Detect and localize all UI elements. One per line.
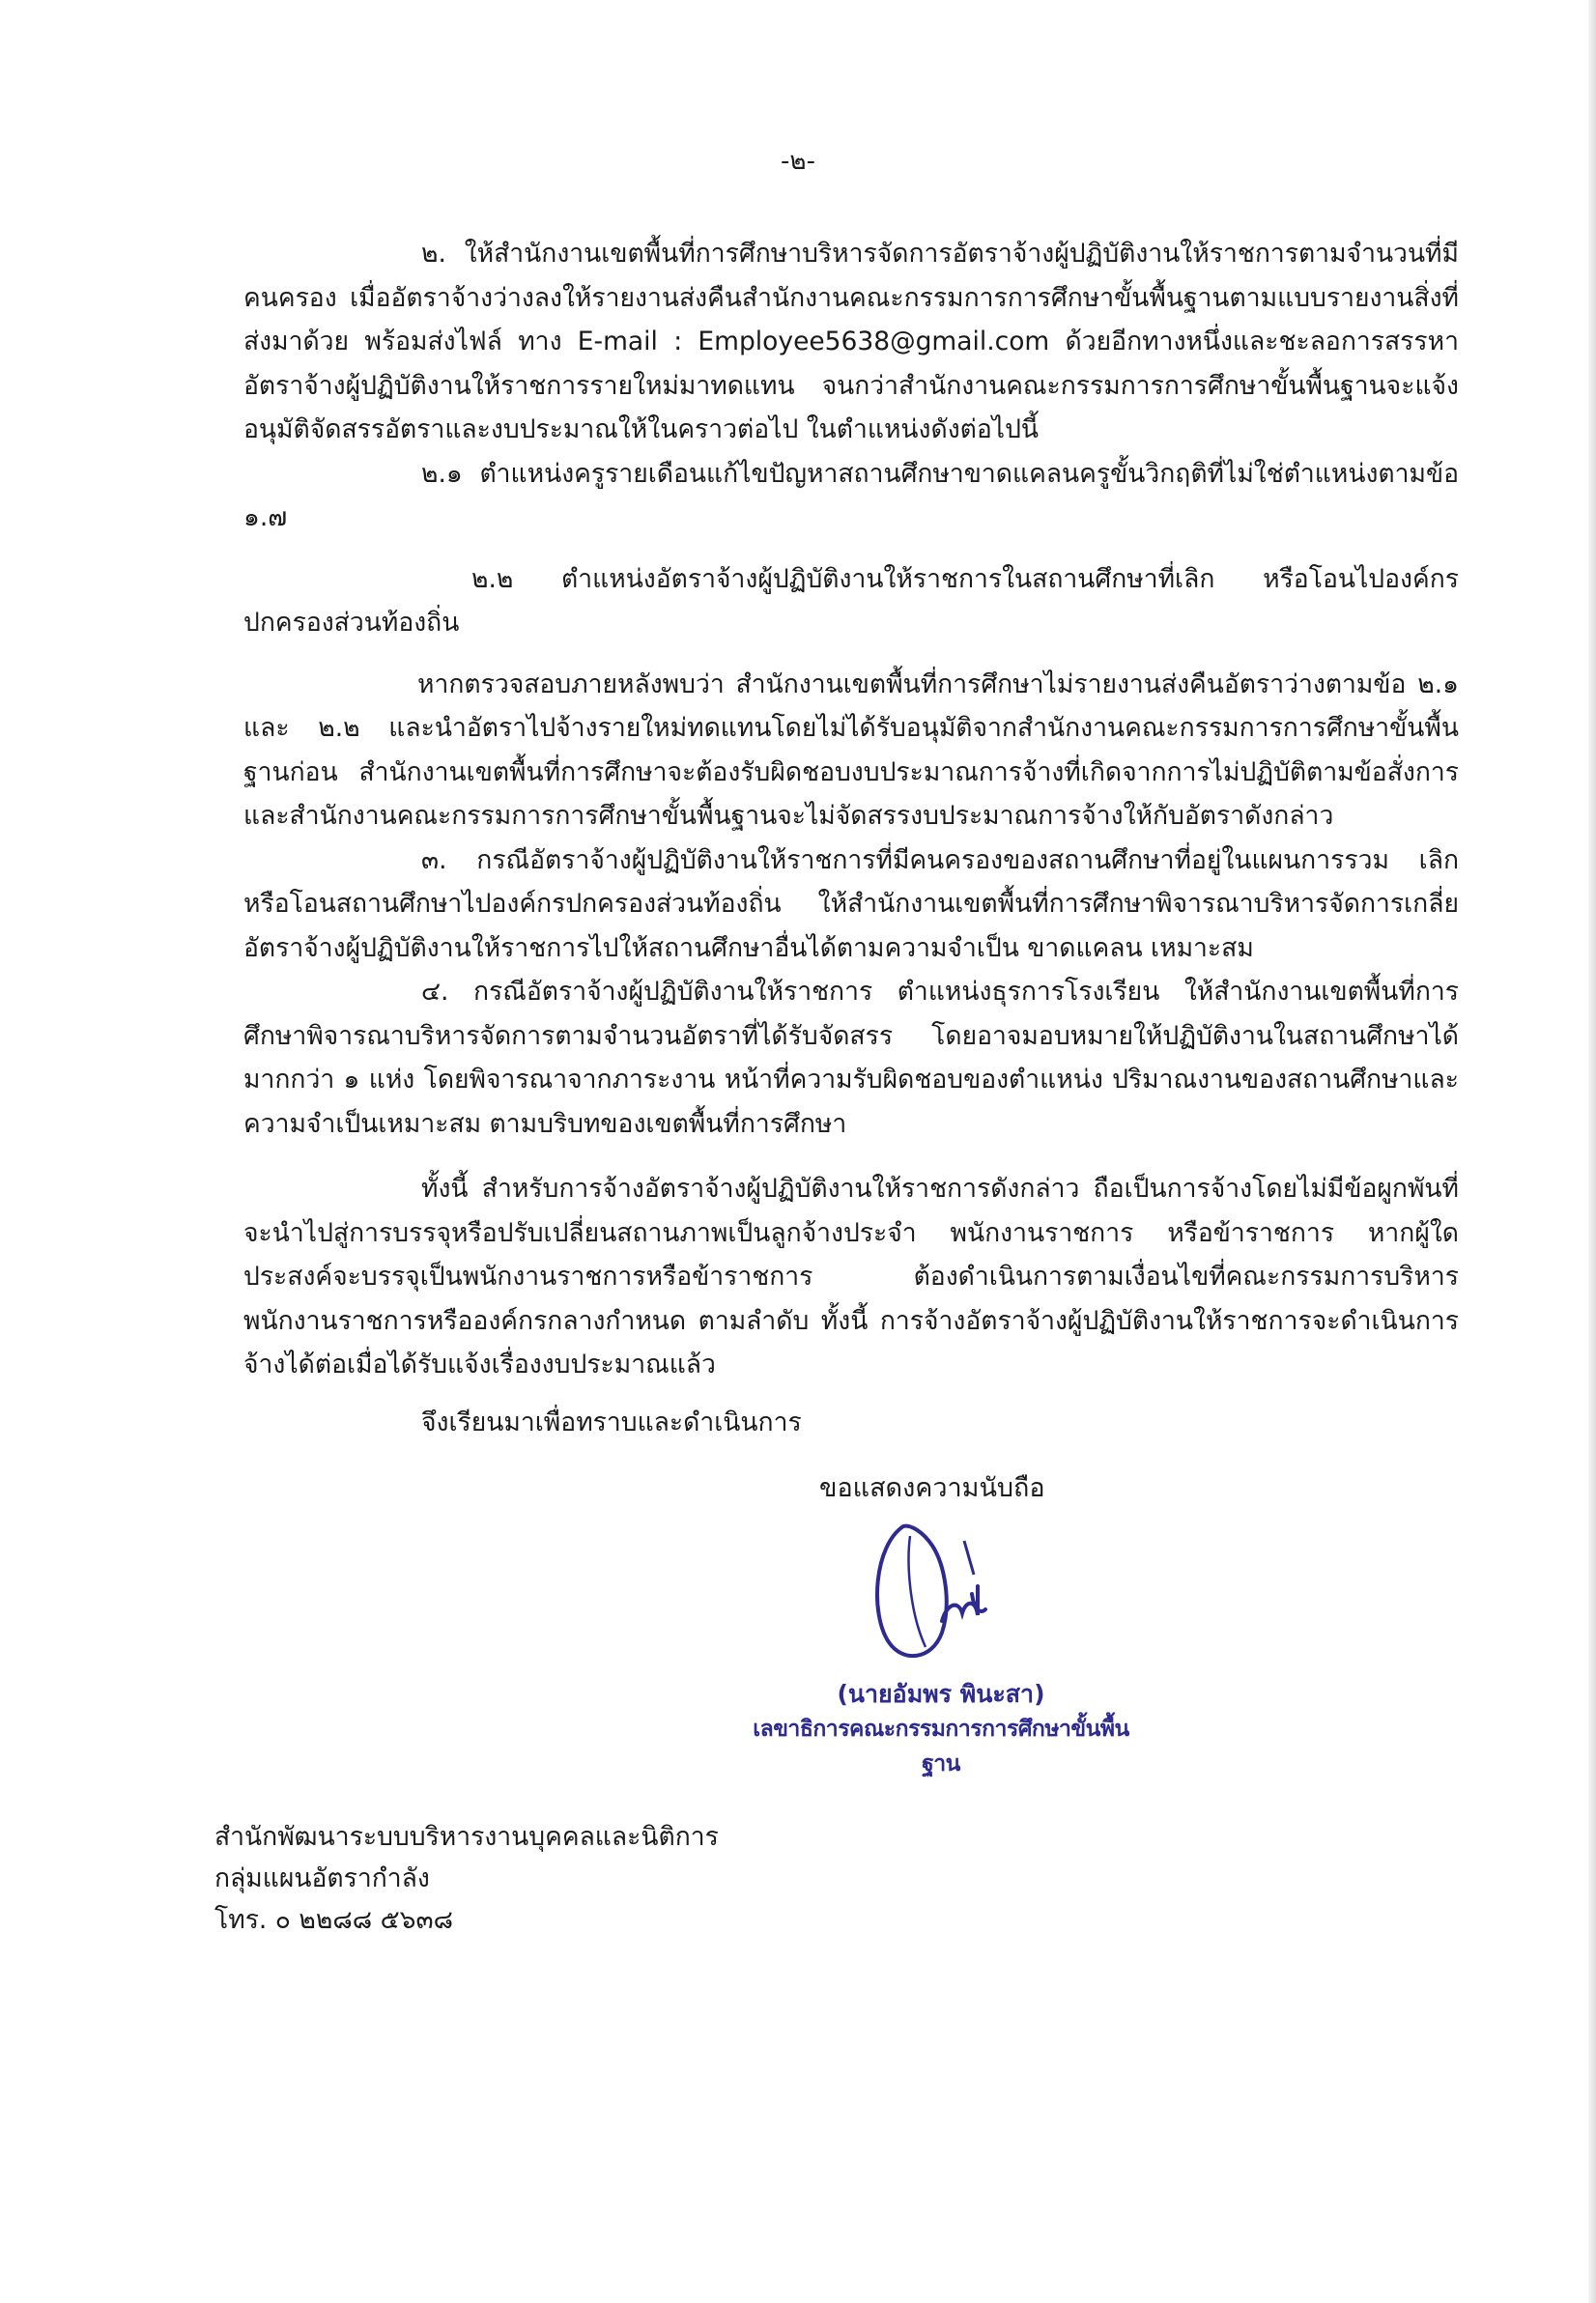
page-number: -๒-	[781, 147, 815, 176]
regards-line: ขอแสดงความนับถือ	[819, 1473, 1045, 1503]
letter-body	[243, 232, 1459, 1444]
paragraph-item-2-2: ๒.๒ ตำแหน่งอัตราจ้างผู้ปฏิบัติงานให้ราชการในสถานศึกษาที่เลิก หรือโอนไปองค์กรปกครองส่วนท้องถิ่น	[243, 563, 1459, 638]
handwritten-signature	[850, 1507, 1043, 1671]
paragraph-item-2-1: ๒.๑ ตำแหน่งครูรายเดือนแก้ไขปัญหาสถานศึกษาขาดแคลนครูขั้นวิกฤติที่ไม่ใช่ตำแหน่งตามข้อ ๑.๗	[243, 458, 1459, 532]
scan-edge-shadow	[1588, 0, 1596, 2303]
paragraph-item-2: ๒. ให้สำนักงานเขตพื้นที่การศึกษาบริหารจัดการอัตราจ้างผู้ปฏิบัติงานให้ราชการตามจำนวนที่มีคนครอง เมื่ออัตราจ้างว่างลงให้รายงานส่งคืนสำนักงานคณะกรรมการการศึกษาขั้นพื้นฐานตามแบบรายงานสิ่งที่ส่งมาด้วย พร้อมส่งไฟล์ ทาง E-mail : Employee5638@gmail.com ด้วยอีกทางหนึ่งและชะลอการสรรหาอัตราจ้างผู้ปฏิบัติงานให้ราชการรายใหม่มาทดแทน จนกว่าสำนักงานคณะกรรมการการศึกษาขั้นพื้นฐานจะแจ้งอนุมัติจัดสรรอัตราและงบประมาณให้ในคราวต่อไป ในตำแหน่งดังต่อไปนี้	[243, 239, 1459, 444]
signer-name: (นายอัมพร พินะสา)	[837, 1680, 1045, 1708]
footer-group: กลุ่มแผนอัตรากำลัง	[214, 1863, 430, 1893]
footer-contact	[214, 1816, 719, 1941]
paragraph-item-4: ๔. กรณีอัตราจ้างผู้ปฏิบัติงานให้ราชการ ตำแหน่งธุรการโรงเรียน ให้สำนักงานเขตพื้นที่การศึกษาพิจารณาบริหารจัดการตามจำนวนอัตราที่ได้รับจัดสรร โดยอาจมอบหมายให้ปฏิบัติงานในสถานศึกษาได้มากกว่า ๑ แห่ง โดยพิจารณาจากภาระงาน หน้าที่ความรับผิดชอบของตำแหน่ง ปริมาณงานของสถานศึกษาและความจำเป็นเหมาะสม ตามบริบทของเขตพื้นที่การศึกษา	[243, 977, 1459, 1139]
paragraph-employment-note: ทั้งนี้ สำหรับการจ้างอัตราจ้างผู้ปฏิบัติงานให้ราชการดังกล่าว ถือเป็นการจ้างโดยไม่มีข้อผูกพันที่จะนำไปสู่การบรรจุหรือปรับเปลี่ยนสถานภาพเป็นลูกจ้างประจำ พนักงานราชการ หรือข้าราชการ หากผู้ใดประสงค์จะบรรจุเป็นพนักงานราชการหรือข้าราชการ ต้องดำเนินการตามเงื่อนไขที่คณะกรรมการบริหารพนักงานราชการหรือองค์กรกลางกำหนด ตามลำดับ ทั้งนี้ การจ้างอัตราจ้างผู้ปฏิบัติงานให้ราชการจะดำเนินการจ้างได้ต่อเมื่อได้รับแจ้งเรื่องงบประมาณแล้ว	[243, 1174, 1459, 1379]
signer-title: เลขาธิการคณะกรรมการการศึกษาขั้นพื้นฐาน	[753, 1717, 1129, 1777]
paragraph-item-3: ๓. กรณีอัตราจ้างผู้ปฏิบัติงานให้ราชการที่มีคนครองของสถานศึกษาที่อยู่ในแผนการรวม เลิก หรือโอนสถานศึกษาไปองค์กรปกครองส่วนท้องถิ่น ให้สำนักงานเขตพื้นที่การศึกษาพิจารณาบริหารจัดการเกลี่ยอัตราจ้างผู้ปฏิบัติงานให้ราชการไปให้สถานศึกษาอื่นได้ตามความจำเป็น ขาดแคลน เหมาะสม	[243, 844, 1459, 963]
closing-line: จึงเรียนมาเพื่อทราบและดำเนินการ	[421, 1407, 802, 1437]
paragraph-check-notice: หากตรวจสอบภายหลังพบว่า สำนักงานเขตพื้นที่การศึกษาไม่รายงานส่งคืนอัตราว่างตามข้อ ๒.๑ และ ๒.๒ และนำอัตราไปจ้างรายใหม่ทดแทนโดยไม่ได้รับอนุมัติจากสำนักงานคณะกรรมการการศึกษาขั้นพื้นฐานก่อน สำนักงานเขตพื้นที่การศึกษาจะต้องรับผิดชอบงบประมาณการจ้างที่เกิดจากการไม่ปฏิบัติตามข้อสั่งการ และสำนักงานคณะกรรมการการศึกษาขั้นพื้นฐานจะไม่จัดสรรงบประมาณการจ้างให้กับอัตราดังกล่าว	[243, 668, 1459, 831]
footer-office: สำนักพัฒนาระบบบริหารงานบุคคลและนิติการ	[214, 1822, 719, 1852]
footer-phone: โทร. ๐ ๒๒๘๘ ๕๖๓๘	[214, 1905, 454, 1935]
